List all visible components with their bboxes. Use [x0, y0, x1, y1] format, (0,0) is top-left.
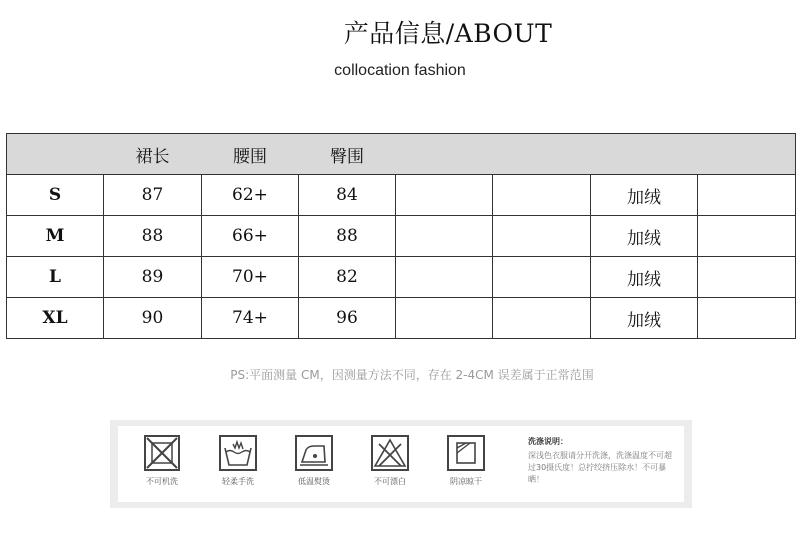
table-cell: 74+ — [202, 298, 299, 339]
table-cell: 88 — [299, 216, 396, 257]
size-cell: L — [7, 257, 104, 298]
wash-instructions-body: 深浅色衣服请分开洗涤，洗涤温度不可超过30摄氏度！总拧绞挤压除水！不可暴晒！ — [528, 451, 672, 484]
header-cell — [591, 134, 698, 175]
table-cell: 66+ — [202, 216, 299, 257]
table-cell: 87 — [104, 175, 202, 216]
care-item — [132, 434, 192, 494]
care-label: 低温熨烫 — [298, 477, 330, 486]
table-cell — [396, 257, 493, 298]
care-label: 不可漂白 — [374, 477, 406, 486]
care-item — [360, 434, 420, 494]
table-cell: 加绒 — [591, 257, 698, 298]
table-cell — [698, 175, 796, 216]
table-cell: 70+ — [202, 257, 299, 298]
table-cell — [493, 257, 591, 298]
table-cell — [493, 175, 591, 216]
size-cell: XL — [7, 298, 104, 339]
header-cell-hip: 臀围 — [299, 134, 396, 175]
no-bleach-icon — [370, 434, 410, 472]
size-table — [6, 133, 796, 339]
page-title: 产品信息/ABOUT — [343, 19, 553, 48]
table-cell: 加绒 — [591, 216, 698, 257]
table-cell: 62+ — [202, 175, 299, 216]
table-header-row — [7, 134, 796, 175]
shade-dry-icon — [446, 434, 486, 472]
table-row — [7, 298, 796, 339]
table-cell — [396, 298, 493, 339]
page-subtitle: collocation fashion — [334, 62, 466, 79]
table-cell — [396, 216, 493, 257]
gentle-hand-wash-icon — [218, 434, 258, 472]
header-cell — [698, 134, 796, 175]
table-cell: 96 — [299, 298, 396, 339]
wash-instructions — [528, 436, 678, 486]
table-cell — [493, 298, 591, 339]
size-cell: M — [7, 216, 104, 257]
header-cell-waist: 腰围 — [202, 134, 299, 175]
table-cell: 89 — [104, 257, 202, 298]
measurement-note: PS:平面测量 CM，因测量方法不同，存在 2-4CM 误差属于正常范围 — [230, 368, 594, 382]
table-row — [7, 216, 796, 257]
header-cell-skirt-length: 裙长 — [104, 134, 202, 175]
header-cell — [396, 134, 493, 175]
care-item — [208, 434, 268, 494]
table-row — [7, 175, 796, 216]
table-cell: 84 — [299, 175, 396, 216]
care-item — [284, 434, 344, 494]
care-label: 轻柔手洗 — [222, 477, 254, 486]
care-instructions-panel — [110, 420, 692, 508]
care-item — [436, 434, 496, 494]
no-machine-wash-icon — [143, 434, 181, 472]
low-temp-iron-icon — [294, 434, 334, 472]
table-cell — [698, 257, 796, 298]
table-cell: 90 — [104, 298, 202, 339]
table-cell — [493, 216, 591, 257]
header-cell — [7, 134, 104, 175]
wash-instructions-title: 洗涤说明： — [528, 437, 568, 446]
table-cell: 88 — [104, 216, 202, 257]
table-cell — [698, 216, 796, 257]
table-cell — [698, 298, 796, 339]
care-inner — [118, 426, 684, 502]
care-label: 不可机洗 — [146, 477, 178, 486]
table-row — [7, 257, 796, 298]
table-cell: 82 — [299, 257, 396, 298]
care-label: 阴凉晾干 — [450, 477, 482, 486]
table-cell: 加绒 — [591, 298, 698, 339]
table-cell — [396, 175, 493, 216]
table-cell: 加绒 — [591, 175, 698, 216]
header-cell — [493, 134, 591, 175]
size-cell: S — [7, 175, 104, 216]
